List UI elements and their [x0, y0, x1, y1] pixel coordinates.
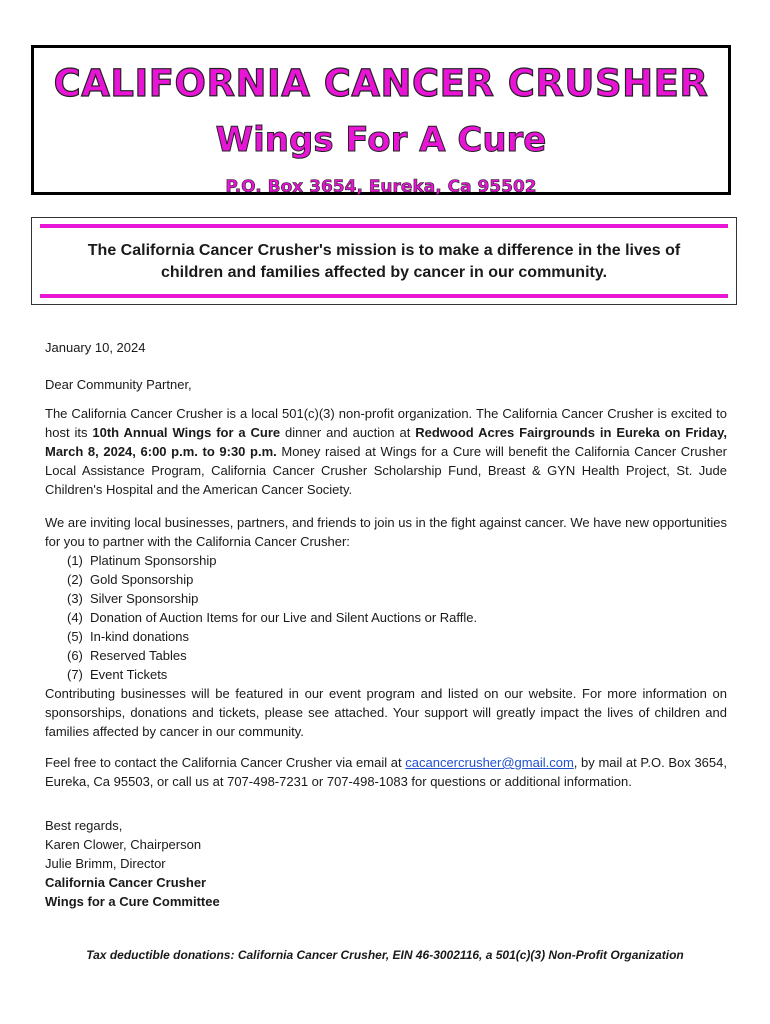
paragraph-opportunities: [45, 513, 727, 741]
letter-date: January 10, 2024: [45, 340, 146, 355]
p1-text-a: The California Cancer Crusher is a local 501(c)(3) non-profit organization. The California Cancer Crusher is excited to host its: [45, 406, 727, 440]
top-divider: [40, 224, 728, 228]
letterhead: [31, 45, 731, 195]
tax-footer: Tax deductible donations: California Cancer Crusher, EIN 46-3002116, a 501(c)(3) Non-Profit Organization: [86, 948, 684, 962]
list-item: (2) Gold Sponsorship: [67, 572, 194, 587]
bottom-divider: [40, 294, 728, 298]
p3-text-b: , by mail at P.O. Box 3654, Eureka, Ca 95503, or call us at 707-498-7231 or 707-498-1083 for questions or additional information.: [45, 755, 727, 789]
list-item: (4) Donation of Auction Items for our Live and Silent Auctions or Raffle.: [67, 610, 478, 625]
signer-director: Julie Brimm, Director: [45, 856, 166, 871]
event-name: 10th Annual Wings for a Cure: [92, 425, 281, 440]
p1-text-e: Money raised at Wings for a Cure will benefit the California Cancer Crusher Local Assistance Program, California Cancer Crusher Scholarship Fund, Breast & GYN Health Project, St. Jude Children's Hospital and the American Cancer Society.: [45, 444, 727, 497]
signature-block: [45, 816, 727, 911]
opportunities-intro: We are inviting local businesses, partners, and friends to join us in the fight against cancer. We have new opportunities for you to partner with the California Cancer Crusher:: [45, 515, 727, 549]
mission-box: [31, 217, 737, 305]
p3-text-a: Feel free to contact the California Cancer Crusher via email at: [45, 755, 406, 770]
signature-org: California Cancer Crusher: [45, 875, 207, 890]
paragraph-event: [45, 404, 727, 499]
list-item: (6) Reserved Tables: [67, 648, 187, 663]
mission-statement: [42, 240, 726, 284]
signature-committee: Wings for a Cure Committee: [45, 894, 220, 909]
list-item: (7) Event Tickets: [67, 667, 168, 682]
p1-text-c: dinner and auction at: [280, 425, 416, 440]
paragraph-contact: [45, 753, 727, 791]
event-title: Wings For A Cure: [215, 120, 547, 160]
list-item: (5) In-kind donations: [67, 629, 190, 644]
closing: Best regards,: [45, 818, 123, 833]
event-location-date: Redwood Acres Fairgrounds in Eureka on Friday, March 8, 2024, 6:00 p.m. to 9:30 p.m.: [45, 425, 727, 459]
org-address: P.O. Box 3654, Eureka, Ca 95502: [225, 177, 537, 197]
opportunities-close: Contributing businesses will be featured in our event program and listed on our website. For more information on sponsorships, donations and tickets, please see attached. Your support will greatly impact the lives of children and families affected by cancer in our community.: [45, 686, 727, 739]
signer-chairperson: Karen Clower, Chairperson: [45, 837, 202, 852]
sponsorship-list: [45, 551, 727, 684]
list-item: (1) Platinum Sponsorship: [67, 553, 217, 568]
mission-line-2: children and families affected by cancer in our community.: [160, 264, 608, 281]
mission-line-1: The California Cancer Crusher's mission is to make a difference in the lives of: [87, 242, 681, 259]
list-item: (3) Silver Sponsorship: [67, 591, 199, 606]
salutation: Dear Community Partner,: [45, 377, 192, 392]
org-title: CALIFORNIA CANCER CRUSHER: [53, 62, 709, 105]
email-link[interactable]: cacancercrusher@gmail.com: [405, 755, 574, 770]
